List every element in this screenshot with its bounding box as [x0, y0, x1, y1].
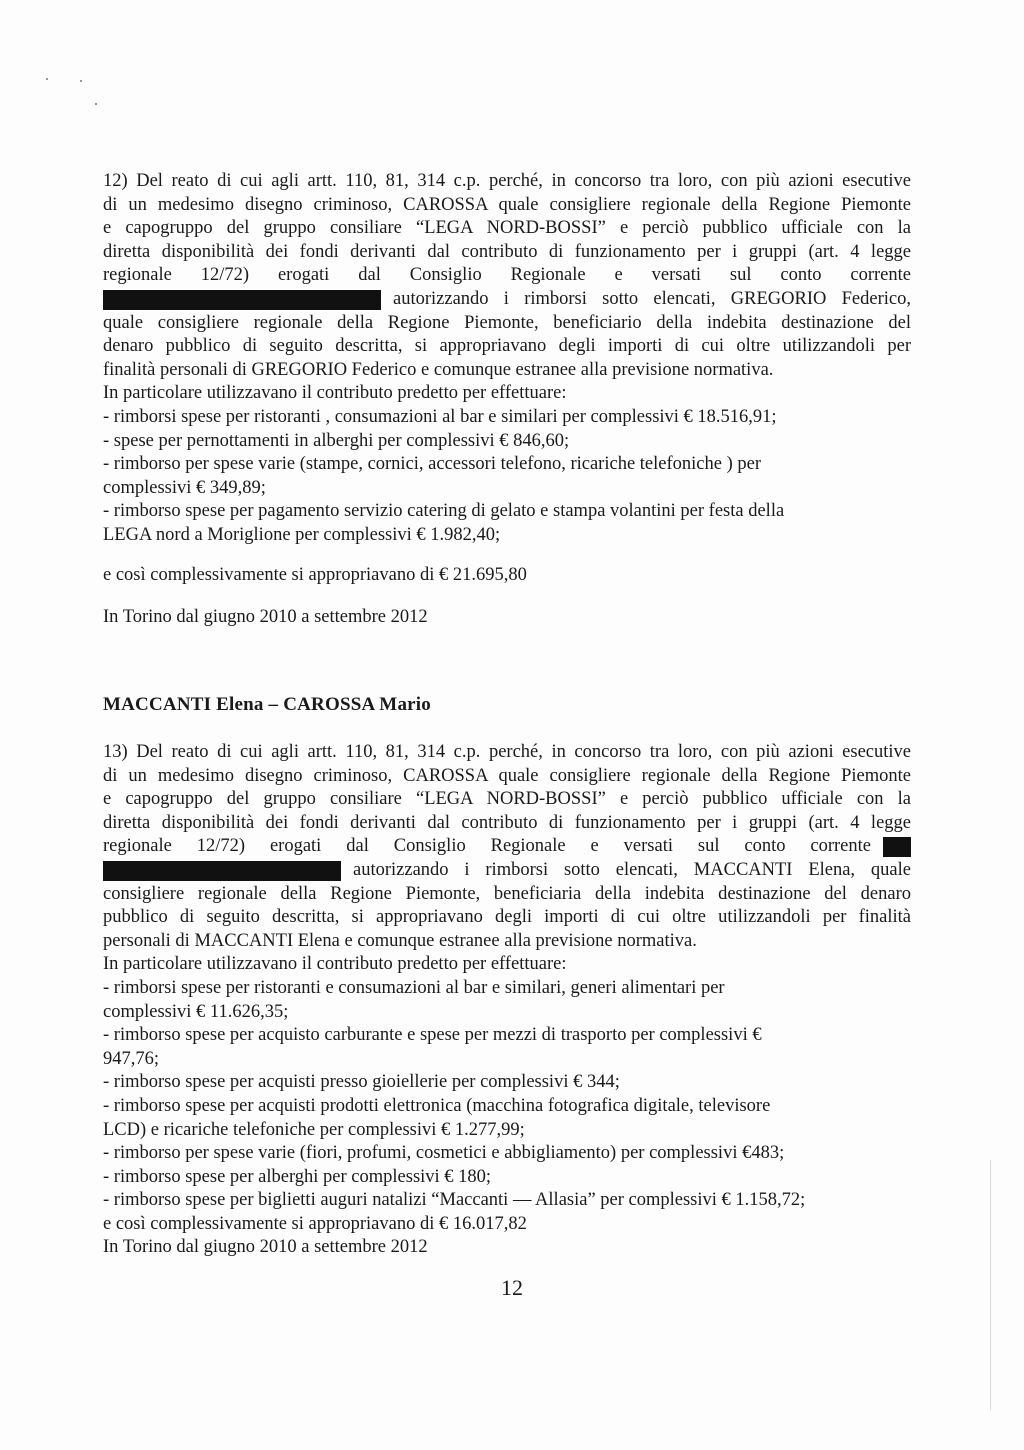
section-12-total: e così complessivamente si appropriavano di € 21.695,80: [103, 565, 527, 585]
list-item: - rimborso per spese varie (stampe, cornici, accessori telefono, ricariche telefoniche ) per: [103, 454, 761, 475]
scan-speck: [46, 78, 48, 80]
paragraph-line: 12) Del reato di cui agli artt. 110, 81, 314 c.p. perché, in concorso tra loro, con più azioni esecutive: [103, 171, 911, 191]
section-13-total: e così complessivamente si appropriavano di € 16.017,82: [103, 1213, 527, 1234]
paragraph-line: In particolare utilizzavano il contributo predetto per effettuare:: [103, 954, 567, 975]
paragraph-line: diretta disponibilità dei fondi derivanti dal contributo di funzionamento per i gruppi (art. 4 legge: [103, 812, 911, 833]
paragraph-line: pubblico di seguito descritta, si appropriavano degli importi di cui oltre utilizzandoli per finalità: [103, 907, 911, 928]
list-item: - rimborsi spese per ristoranti e consumazioni al bar e similari, generi alimentari per: [103, 977, 725, 998]
paragraph-line: personali di MACCANTI Elena e comunque estranee alla previsione normativa.: [103, 930, 697, 951]
scan-speck: [80, 80, 82, 82]
section-13-place-date: In Torino dal giugno 2010 a settembre 2012: [103, 1237, 428, 1258]
redaction-bar: [103, 861, 341, 881]
section-12-place-date: In Torino dal giugno 2010 a settembre 2012: [103, 607, 428, 627]
list-item: - rimborso spese per alberghi per complessivi € 180;: [103, 1166, 492, 1187]
list-item: - rimborso per spese varie (fiori, profumi, cosmetici e abbigliamento) per complessivi €483;: [103, 1143, 785, 1164]
paragraph-line: finalità personali di GREGORIO Federico e comunque estranee alla previsione normativa.: [103, 359, 774, 380]
paragraph-line: quale consigliere regionale della Regione Piemonte, beneficiario della indebita destinazione del: [103, 312, 911, 333]
paragraph-line-redacted: [103, 859, 911, 883]
paragraph-line: di un medesimo disegno criminoso, CAROSSA quale consigliere regionale della Regione Piemonte: [103, 194, 911, 215]
paragraph-line-redacted: [103, 288, 911, 312]
list-item: - rimborso spese per pagamento servizio catering di gelato e stampa volantini per festa della: [103, 501, 785, 522]
list-item: - rimborso spese per biglietti auguri natalizi “Maccanti — Allasia” per complessivi € 1.158,72;: [103, 1190, 806, 1211]
list-item: - rimborso spese per acquisti prodotti elettronica (macchina fotografica digitale, televisore: [103, 1095, 771, 1116]
paragraph-fragment: autorizzando i rimborsi sotto elencati, GREGORIO Federico,: [393, 288, 911, 309]
list-item-continued: LCD) e ricariche telefoniche per complessivi € 1.277,99;: [103, 1119, 525, 1140]
list-item: - rimborso spese per acquisti presso gioiellerie per complessivi € 344;: [103, 1072, 620, 1093]
list-item-continued: complessivi € 11.626,35;: [103, 1001, 289, 1022]
scan-edge-line: [990, 1160, 991, 1410]
paragraph-line: In particolare utilizzavano il contributo predetto per effettuare:: [103, 383, 567, 404]
paragraph-fragment: autorizzando i rimborsi sotto elencati, MACCANTI Elena, quale: [353, 859, 911, 880]
list-item: - spese per pernottamenti in alberghi per complessivi € 846,60;: [103, 430, 570, 451]
redaction-bar: [103, 290, 381, 310]
paragraph-line: regionale 12/72) erogati dal Consiglio Regionale e versati sul conto corrente: [103, 265, 911, 286]
paragraph-line: consigliere regionale della Regione Piemonte, beneficiaria della indebita destinazione del denaro: [103, 883, 911, 904]
paragraph-fragment: regionale 12/72) erogati dal Consiglio Regionale e versati sul conto corrente: [103, 836, 871, 857]
paragraph-line: di un medesimo disegno criminoso, CAROSSA quale consigliere regionale della Regione Piemonte: [103, 765, 911, 786]
paragraph-line: e capogruppo del gruppo consiliare “LEGA NORD-BOSSI” e perciò pubblico ufficiale con la: [103, 218, 911, 239]
list-item: - rimborso spese per acquisto carburante e spese per mezzi di trasporto per complessivi €: [103, 1025, 762, 1046]
paragraph-line: denaro pubblico di seguito descritta, si appropriavano degli importi di cui oltre utilizzandoli per: [103, 336, 911, 357]
redaction-bar: [883, 837, 911, 857]
paragraph-line: diretta disponibilità dei fondi derivanti dal contributo di funzionamento per i gruppi (art. 4 legge: [103, 241, 911, 262]
section-heading: MACCANTI Elena – CAROSSA Mario: [103, 694, 431, 715]
scan-speck: [95, 103, 97, 105]
section-12-body: [103, 170, 911, 548]
list-item: - rimborsi spese per ristoranti , consumazioni al bar e similari per complessivi € 18.516,91;: [103, 406, 777, 427]
page-number: 12: [501, 1275, 523, 1300]
list-item-continued: complessivi € 349,89;: [103, 477, 266, 498]
list-item-continued: LEGA nord a Moriglione per complessivi € 1.982,40;: [103, 524, 501, 545]
paragraph-line: e capogruppo del gruppo consiliare “LEGA NORD-BOSSI” e perciò pubblico ufficiale con la: [103, 789, 911, 810]
paragraph-line-redacted: [103, 835, 911, 859]
paragraph-line: 13) Del reato di cui agli artt. 110, 81, 314 c.p. perché, in concorso tra loro, con più azioni esecutive: [103, 742, 911, 762]
section-13-body: [103, 741, 911, 1260]
list-item-continued: 947,76;: [103, 1048, 160, 1069]
